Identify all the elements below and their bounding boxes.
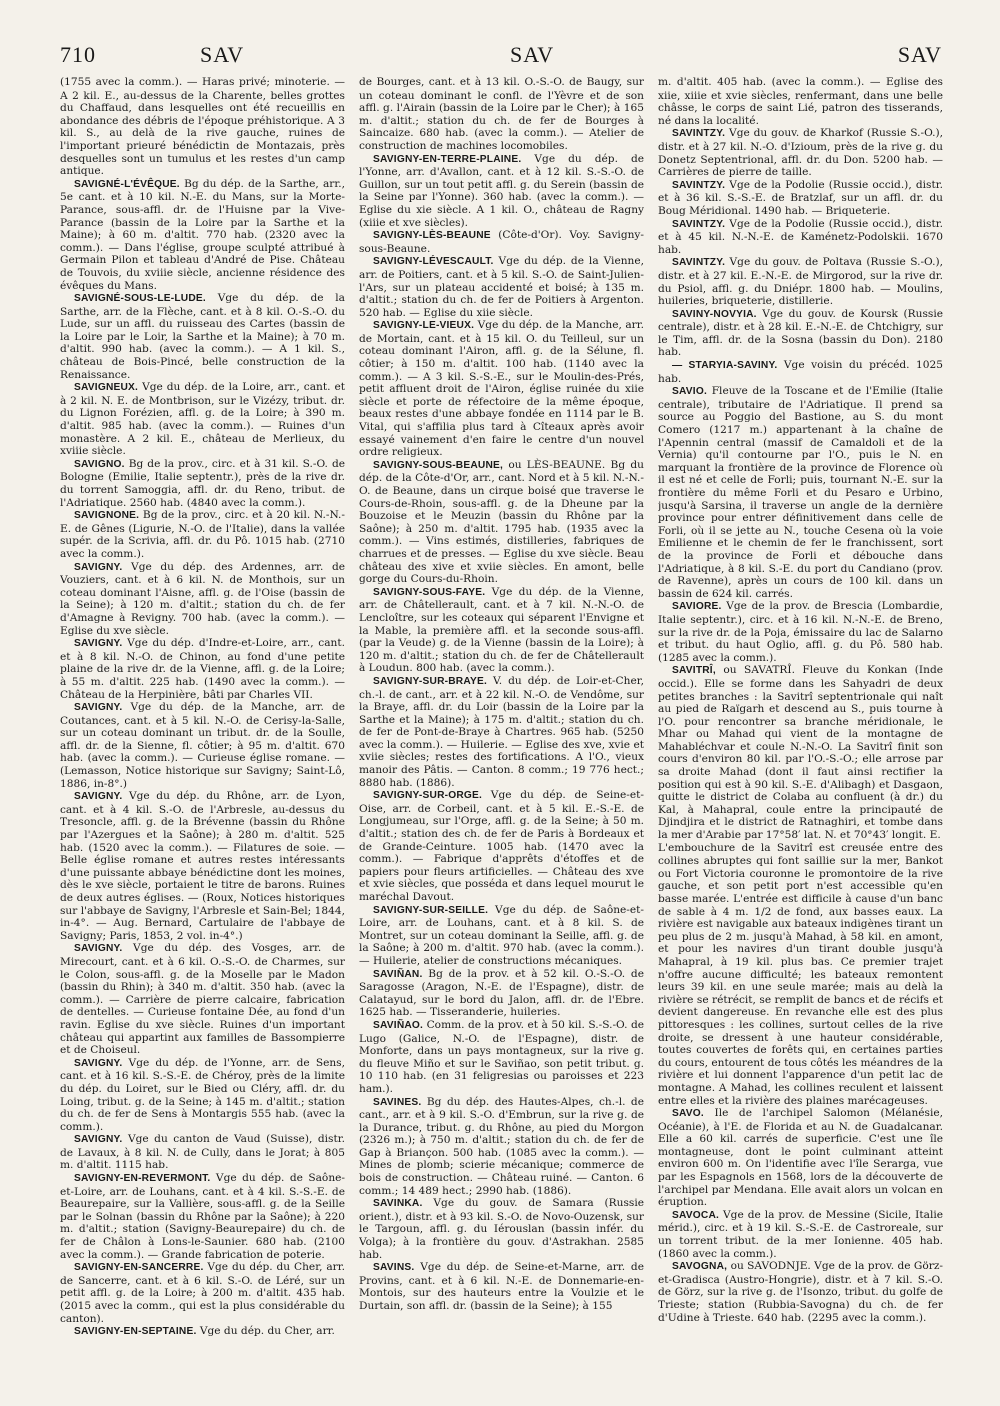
dictionary-entry [60, 942, 345, 1056]
running-head-right: SAV [897, 42, 942, 67]
entry-text: Vge du dép. des Vosges, arr. de Mirecourt, cant. et à 6 kil. O.-S.-O. de Charmes, sur le Colon, sous-affl. g. de la Moselle par le Madon (bassin du Rhin); à 340 m. d'altit. 350 hab. (avec la comm.). — Carrière de pierre calcaire, fabrication de dentelles. — Curieuse fontaine Dée, au fond d'un ravin. Eglise du xve siècle. Ruines d'un important château qui appartint aux familles de Bassompierre et de Choiseul. [60, 942, 345, 1057]
page-header [60, 42, 942, 72]
dictionary-entry [359, 319, 644, 459]
entry-text: Vge de la Podolie (Russie occid.), distr. et à 36 kil. S.-S.-E. de Bratzlaf, sur un affl. dr. du Boug Méridional. 1490 hab. — Briqueterie. [658, 178, 943, 217]
text-columns [60, 76, 944, 1392]
entry-text: Vge de la prov. de Messine (Sicile, Italie mérid.), circ. et à 19 kil. S.-S.-E. de Castroreale, sur un torrent tribut. de la mer Ionienne. 405 hab. (1860 avec la comm.). [658, 1208, 943, 1260]
dictionary-entry [359, 904, 644, 968]
entry-text: Vge du dép. de Saône-et-Loire, arr. de Louhans, cant. et à 8 kil. S. de Montret, sur un coteau dominant la Seille, affl. g. de la Saône; à 200 m. d'altit. 970 hab. (avec la comm.). — Huilerie, atelier de constructions mécaniques. [359, 903, 644, 967]
dictionary-entry [60, 790, 345, 942]
entry-text: Vge du dép. de Seine-et-Marne, arr. de Provins, cant. et à 6 kil. N.-E. de Donnemarie-en-Montois, sur des hauteurs entre la Voulzie et le Durtain, son affl. dr. (bassin de la Seine); à 155 [359, 1261, 644, 1312]
entry-headword: — STARYIA-SAVINY. [672, 360, 778, 372]
entry-headword: SAVIGNY-EN-SANCERRE. [74, 1262, 204, 1274]
entry-text: Vge du gouv. de Poltava (Russie S.-O.), distr. et à 27 kil. E.-N.-E. de Mirgorod, sur la rive dr. du Psiol, affl. g. du Dniépr. 1800 hab. — Moulins, huileries, briqueterie, distillerie. [658, 256, 943, 308]
entry-headword: SAVIGNEUX. [74, 382, 139, 394]
entry-text: ou SAVODNJE. Vge de la prov. de Görz-et-Gradisca (Austro-Hongrie), distr. et à 7 kil. S.-O. de Görz, sur la rive g. de l'Isonzo, tribut. du golfe de Trieste; station (Rubbia-Savogna) du ch. de fer d'Udine à Trieste. 640 hab. (2295 avec la comm.). [658, 1260, 943, 1324]
entry-headword: SAVIORE. [672, 601, 722, 613]
entry-text: Bg du dép. des Hautes-Alpes, ch.-l. de cant., arr. et à 9 kil. S.-O. d'Embrun, sur la rive g. de la Durance, tribut. g. du Rhône, au pied du Morgon (2326 m.); à 750 m. d'altit.; station du ch. de fer de Gap à Briançon. 500 hab. (1085 avec la comm.). — Mines de plomb; scierie mécanique; commerce de bois de construction. — Château ruiné. — Canton. 6 comm.; 14 489 hect.; 2990 hab. (1886). [359, 1095, 644, 1197]
entry-headword: SAVIGNY. [74, 791, 123, 803]
dictionary-entry [359, 1019, 644, 1096]
entry-text: Fleuve de la Toscane et de l'Emilie (Italie centrale), tributaire de l'Adriatique. Il prend sa source au Poggio del Bastione, au S. du mont Comero (1217 m.) appartenant à la chaîne de l'Apennin central (massif de Camaldoli et de la Vernia) qu'il contourne par l'O., puis le N. en marquant la frontière de la province de Florence où il est né et celle de Forli; puis, tournant N.-E. sur la frontière du même Forli et du Pesaro e Urbino, jusqu'à Sarsina, il traverse un angle de la dernière province pour entrer définitivement dans celle de Forli, où il se jette au N., touche Cesena où la voie Emilienne et le chemin de fer le franchissent, sort de la province de Forli et débouche dans l'Adriatique, à 8 kil. S.-E. du port du Candiano (prov. de Ravenne), après un cours de 100 kil. dans un bassin de 624 kil. carrés. [658, 385, 943, 600]
dictionary-entry [658, 1209, 943, 1260]
entry-text: Vge du dép. d'Indre-et-Loire, arr., cant. et à 8 kil. N.-O. de Chinon, au fond d'une petite plaine de la rive dr. de la Vienne, affl. g. de la Loire; à 55 m. d'altit. 225 hab. (1490 avec la comm.). — Château de la Herpinière, bâti par Charles VII. [60, 637, 345, 701]
dictionary-entry [359, 153, 644, 230]
entry-headword: SAVIGNY. [74, 943, 123, 955]
entry-text: Vge du dép. de Saône-et-Loire, arr. de Louhans, cant. et à 4 kil. S.-S.-E. de Beaurepaire, sur la Vallière, sous-affl. g. de la Seille par le Solnan (bassin du Rhône par la Saône); à 220 m. d'altit.; station (Savigny-Beaurepaire) du ch. de fer de Châlon à Lons-le-Saunier. 680 hab. (2100 avec la comm.). — Grande fabrication de poterie. [60, 1172, 345, 1261]
entry-headword: SAVIGNY. [74, 561, 123, 573]
entry-text: Vge de la prov. de Brescia (Lombardie, Italie septentr.), circ. et à 16 kil. N.-N.-E. de Breno, sur la rive dr. de la Poja, émissaire du lac de Salarno et tribut. du haut Oglio, affl. g. du Pô. 580 hab. (1285 avec la comm.). [658, 600, 943, 664]
entry-text: Ile de l'archipel Salomon (Mélanésie, Océanie), à l'E. de Florida et au N. de Guadalcanar. Elle a 60 kil. carrés de superficie. C'est une île montagneuse, dont le point culminant atteint environ 600 m. On l'identifie avec l'île Serarga, vue par les Espagnols en 1568, lors de la découverte de l'archipel par Mendana. Elle avait alors un volcan en éruption. [658, 1107, 943, 1209]
column-middle [359, 76, 644, 1392]
entry-text: Vge du dép. de l'Yonne, arr. d'Avallon, cant. et à 12 kil. S.-S.-O. de Guillon, sur un tout petit affl. g. du Serein (bassin de la Seine par l'Yonne). 360 hab. (avec la comm.). — Eglise du xie siècle. A 1 kil. O., château de Ragny (xiiie et xve siècles). [359, 152, 644, 229]
dictionary-entry [658, 127, 943, 178]
dictionary-entry [359, 229, 644, 255]
dictionary-entry [658, 256, 943, 307]
dictionary-entry [60, 1325, 345, 1339]
entry-headword: SAVITRÎ, [672, 665, 716, 677]
entry-headword: SAVIGNO. [74, 458, 125, 470]
entry-text: Vge du dép. des Ardennes, arr. de Vouziers, cant. et à 6 kil. N. de Monthois, sur un coteau dominant l'Aisne, affl. g. de l'Oise (bassin de la Seine); à 120 m. d'altit.; station du ch. de fer d'Amagne à Revigny. 700 hab. (avec la comm.). — Eglise du xve siècle. [60, 560, 345, 637]
dictionary-entry [658, 600, 943, 664]
dictionary-entry [658, 308, 943, 359]
entry-headword: SAVIGNONE. [74, 510, 140, 522]
entry-headword: SAVIGNY-EN-TERRE-PLAINE. [373, 153, 522, 165]
entry-headword: SAVINS. [373, 1262, 415, 1274]
entry-headword: SAVIÑAN. [373, 968, 423, 980]
entry-headword: SAVINY-NOVYIA. [672, 308, 757, 320]
entry-headword: SAVIGNY-SUR-SEILLE. [373, 904, 489, 916]
entry-text: Vge du dép. de Seine-et-Oise, arr. de Corbeil, cant. et à 5 kil. E.-S.-E. de Longjumeau, sur l'Orge, affl. g. de la Seine; à 50 m. d'altit.; station des ch. de fer de Paris à Bordeaux et de Grande-Ceinture. 1005 hab. (1470 avec la comm.). — Fabrique d'apprêts d'étoffes et de papiers pour fleurs artificielles. — Château des xve et xvie siècles, que posséda et dans lequel mourut le maréchal Davout. [359, 789, 644, 903]
entry-text: ou SAVATRÎ. Fleuve du Konkan (Inde occid.). Elle se forme dans les Sahyadri de deux petites branches : la Savitrî septentrionale qui naît au pied de Raïgarh et descend au S., puis tourne à l'O. pour rencontrer sa branche méridionale, le Mhar ou Mahad qui vient de la montagne de Mahabléchvar et coule N.-N.-O. La Savitrî finit son cours d'environ 80 kil. par l'O.-S.-O.; elle arrose par sa droite Mahad (dont il faut ainsi rectifier la position qui est à 90 kil. S.-E. d'Alibagh) et Dasgaon, quitte le district de Colaba au confluent (à dr.) du Kal, à Mahapral, coule entre la principauté de Djindjira et le district de Ratnaghiri, et tombe dans la mer d'Arabie par 17°58′ lat. N. et 70°43′ longit. E. [658, 664, 943, 842]
entry-text: Comm. de la prov. et à 50 kil. S.-S.-O. de Lugo (Galice, N.-O. de l'Espagne), distr. de Monforte, dans un pays montagneux, sur la rive g. du fleuve Miño et sur le Saviñao, son petit tribut. g. 10 110 hab. (en 31 feligresias ou paroisses et 223 ham.). [359, 1018, 644, 1095]
dictionary-entry [359, 76, 644, 153]
dictionary-entry [60, 381, 345, 458]
dictionary-entry [359, 789, 644, 903]
entry-text: L'embouchure de la Savitrî est creusée entre des collines abruptes qui font saillie sur la mer, Bankot ou Fort Victoria couronne le promontoire de la rive gauche, et son petit port n'est accessible qu'en basse marée. L'entrée est difficile à cause d'un banc de sable à 4 m. 1/2 de fond, aux basses eaux. La rivière est navigable aux bateaux indigènes tirant un peu plus de 2 m. jusqu'à Mahad, à 58 kil. en amont, et pour les navires d'un tirant double jusqu'à Mahapral, à 19 kil. plus bas. Ce premier trajet n'offre aucune difficulté; les bateaux remontent leurs 39 kil. en une seule marée; mais au delà la rivière se rétrécit, se remplit de bancs et de récifs et devient dangereuse. En revanche elle est des plus pittoresques : les collines, surtout celles de la rive droite, se dressent à une hauteur considérable, toutes couvertes de forêts qui, en certaines parties du cours, entourent de tous côtés les méandres de la rivière et lui donnent l'apparence d'un petit lac de montagne. A Mahad, les collines reculent et laissent entre elles et la rivière des plaines marécageuses. [658, 841, 943, 1107]
entry-headword: SAVIÑAO. [373, 1019, 424, 1031]
dictionary-entry [60, 1057, 345, 1134]
entry-text: (Côte-d'Or). Voy. Savigny-sous-Beaune. [359, 229, 644, 255]
entry-headword: SAVIGNY-LÉVESCAULT. [373, 256, 494, 268]
column-right [658, 76, 943, 1392]
page-number: 710 [60, 42, 96, 67]
entry-headword: SAVINTZY. [672, 128, 726, 140]
dictionary-entry [60, 509, 345, 560]
entry-text: Vge du dép. de la Loire, arr., cant. et à 2 kil. N. E. de Montbrison, sur le Vizézy, tribut. dr. du Lignon Forézien, affl. g. de la Loire; à 390 m. d'altit. 985 hab. (avec la comm.). — Ruines d'un monastère. A 2 kil. E., château de Merlieux, du xviiie siècle. [60, 381, 345, 458]
entry-headword: SAVIGNY-EN-SEPTAINE. [74, 1326, 197, 1338]
dictionary-entry [60, 1133, 345, 1172]
entry-text: Vge du dép. de la Vienne, arr. de Châtellerault, cant. et à 7 kil. N.-N.-O. de Lencloître, sur les coteaux qui séparent l'Envigne et la Mable, la première affl. et la seconde sous-affl. (par la Veude) g. de la Vienne (bassin de la Loire); à 120 m. d'altit.; station du ch. de fer de Châtellerault à Loudun. 800 hab. (avec la comm.). [359, 585, 644, 675]
entry-text: Vge du dép. de l'Yonne, arr. de Sens, cant. et à 16 kil. S.-S.-E. de Chéroy, près de la limite du dép. du Loiret, sur le Bied ou Cléry, affl. dr. du Loing, tribut. g. de la Seine; à 145 m. d'altit.; station du ch. de fer de Sens à Montargis 555 hab. (avec la comm.). [60, 1056, 345, 1133]
entry-headword: SAVIGNY-SUR-BRAYE. [373, 675, 487, 687]
entry-text: Bg de la prov., circ. et à 20 kil. N.-N.-E. de Gênes (Ligurie, N.-O. de l'Italie), dans la vallée supér. de la Scrivia, affl. dr. du Pô. 1015 hab. (2710 avec la comm.). [60, 509, 345, 560]
dictionary-entry [359, 968, 644, 1019]
running-head-center: SAV [510, 42, 555, 67]
dictionary-entry [658, 664, 943, 841]
entry-headword: SAVIGNÉ-SOUS-LE-LUDE. [74, 293, 206, 305]
dictionary-entry [359, 1261, 644, 1312]
entry-headword: SAVIGNY. [74, 1057, 123, 1069]
dictionary-entry [359, 675, 644, 789]
dictionary-entry [60, 458, 345, 509]
entry-text: V. du dép. de Loir-et-Cher, ch.-l. de cant., arr. et à 22 kil. N.-O. de Vendôme, sur la Braye, affl. dr. du Loir (bassin de la Loire par la Sarthe et la Maine); à 175 m. d'altit.; station du ch. de fer de Pont-de-Braye à Chartres. 965 hab. (5250 avec la comm.). — Huilerie. — Eglise des xve, xvie et xviie siècles; restes des fortifications. A l'O., vieux manoir des Pâtis. — Canton. 8 comm.; 19 776 hect.; 8880 hab. (1886). [359, 674, 644, 789]
entry-headword: SAVINTZY. [672, 218, 726, 230]
dictionary-entry [658, 76, 943, 127]
entry-text: Bg de la prov. et à 52 kil. O.-S.-O. de Saragosse (Aragon, N.-E. de l'Espagne), distr. de Calatayud, sur le bord du Jalon, affl. dr. de l'Ebre. 1625 hab. — Tisseranderie, huileries. [359, 967, 644, 1019]
entry-headword: SAVINES. [373, 1096, 422, 1108]
entry-text: Vge de la Podolie (Russie occid.), distr. et à 45 kil. N.-N.-E. de Kaménetz-Podolskii. 1670 hab. [658, 217, 943, 256]
running-head-left: SAV [200, 42, 245, 67]
dictionary-entry [658, 1260, 943, 1324]
column-left [60, 76, 345, 1392]
entry-headword: SAVIGNY-LE-VIEUX. [373, 320, 475, 332]
entry-text: Vge du gouv. de Koursk (Russie centrale), distr. et à 28 kil. E.-N.-E. de Chtchigry, sur le Tim, affl. dr. de la Sosna (bassin du Don). 2180 hab. [658, 307, 943, 359]
entry-headword: SAVOGNA, [672, 1261, 728, 1273]
entry-headword: SAVINTZY. [672, 257, 726, 269]
entry-headword: SAVIGNY-LÈS-BEAUNE [373, 230, 491, 242]
entry-headword: SAVIGNÉ-L'ÉVÊQUE. [74, 178, 180, 190]
entry-text: m. d'altit. 405 hab. (avec la comm.). — Eglise des xiie, xiiie et xvie siècles, renfermant, dans une belle châsse, le corps de saint Lié, patron des tisserands, né dans la localité. [658, 76, 943, 127]
dictionary-entry [60, 76, 345, 178]
dictionary-entry [60, 561, 345, 638]
entry-text: Vge du dép. du Rhône, arr. de Lyon, cant. et à 4 kil. S.-O. de l'Arbresle, au-dessus du Tresoncle, affl. g. de la Brévenne (bassin du Rhône par l'Azergues et la Saône); à 280 m. d'altit. 525 hab. (1520 avec la comm.). — Filatures de soie. — Belle église romane et autres restes intéressants d'une puissante abbaye bénédictine dont les moines, dès le xve siècle, portaient le titre de barons. Ruines de deux autres églises. — (Roux, Notices historiques sur l'abbaye de Savigny, l'Arbresle et Sain-Bel; 1844, in-4°. — Aug. Bernard, Cartulaire de l'abbaye de Savigny; Paris, 1853, 2 vol. in-4°.) [60, 790, 345, 942]
entry-headword: SAVIGNY-SOUS-BEAUNE, [373, 459, 504, 471]
dictionary-entry [658, 385, 943, 600]
entry-text: Bg du dép. de la Sarthe, arr., 5e cant. et à 10 kil. N.-E. du Mans, sur la Morte-Parance, sous-affl. dr. de l'Huisne par la Vive-Parance (bassin de la Loire par la Sarthe et la Maine); à 60 m. d'altit. 770 hab. (2320 avec la comm.). — Dans l'église, groupe sculpté attribué à Germain Pilon et tableau d'André de Pise. Château de Touvois, du xviiie siècle, ancienne résidence des évêques du Mans. [60, 177, 345, 292]
entry-text: Bg de la prov., circ. et à 31 kil. S.-O. de Bologne (Emilie, Italie septentr.), près de la rive dr. du torrent Samoggia, affl. dr. du Reno, tribut. de l'Adriatique. 2560 hab. (4840 avec la comm.). [60, 457, 345, 509]
dictionary-entry [658, 1107, 943, 1209]
entry-headword: SAVIGNY. [74, 1134, 123, 1146]
entry-text: Vge du dép. de la Vienne, arr. de Poitiers, cant. et à 5 kil. S.-O. de Saint-Julien-l'Ars, sur un plateau accidenté et boisé; à 135 m. d'altit.; station du ch. de fer de Poitiers à Argenton. 520 hab. — Eglise du xiie siècle. [359, 255, 644, 319]
dictionary-entry [60, 1261, 345, 1325]
dictionary-entry [658, 842, 943, 1107]
entry-text: Vge du dép. du Cher, arr. de Sancerre, cant. et à 6 kil. S.-O. de Léré, sur un petit affl. g. de la Loire; à 200 m. d'altit. 435 hab. (2015 avec la comm., qui est la plus considérable du canton). [60, 1261, 345, 1325]
entry-text: Vge du canton de Vaud (Suisse), distr. de Lavaux, à 8 kil. N. de Cully, dans le Jorat; à 805 m. d'altit. 1115 hab. [60, 1133, 345, 1172]
dictionary-entry [60, 1172, 345, 1261]
dictionary-entry [359, 255, 644, 319]
dictionary-entry [60, 701, 345, 790]
dictionary-entry [658, 359, 943, 385]
entry-headword: SAVIO. [672, 386, 707, 398]
entry-text: Vge du dép. de la Manche, arr. de Coutances, cant. et à 5 kil. N.-O. de Cerisy-la-Salle, sur un coteau dominant un tribut. dr. de la Soulle, affl. dr. de la Sienne, fl. côtier; à 95 m. d'altit. 670 hab. (avec la comm.). — Curieuse église romane. — (Lemasson, Notice historique sur Savigny; Saint-Lô, 1886, in-8°.) [60, 701, 345, 790]
entry-text: Vge du gouv. de Kharkof (Russie S.-O.), distr. et à 27 kil. N.-O. d'Izioum, près de la rive g. du Donetz Septentrional, affl. dr. du Don. 5200 hab. — Carrières de pierre de taille. [658, 127, 943, 179]
entry-text: Vge du dép. du Cher, arr. [196, 1325, 335, 1338]
dictionary-entry [60, 178, 345, 292]
entry-text: ou LÈS-BEAUNE. Bg du dép. de la Côte-d'Or, arr., cant. Nord et à 5 kil. N.-N.-O. de Beaune, dans un cirque boisé que traverse le Cours-de-Rhoin, sous-affl. g. de la Dheune par la Bouzoise et le Meuzin (bassin du Rhône par la Saône); à 250 m. d'altit. 1795 hab. (1935 avec la comm.). — Vins estimés, distilleries, fabriques de charrues et de presses. — Eglise du xve siècle. Beau château des xive et xviie siècles. En amont, belle gorge du Cours-du-Rhoin. [359, 458, 644, 586]
dictionary-entry [658, 179, 943, 218]
entry-text: Vge du dép. de la Sarthe, arr. de la Flèche, cant. et à 8 kil. O.-S.-O. du Lude, sur un affl. du ruisseau des Cartes (bassin de la Loire par le Loir, la Sarthe et la Maine); à 70 m. d'altit. 990 hab. (avec la comm.). — A 1 kil. S., château de Bois-Pincé, belle construction de la Renaissance. [60, 292, 345, 381]
entry-headword: SAVIGNY. [74, 702, 123, 714]
entry-text: (1755 avec la comm.). — Haras privé; minoterie. — A 2 kil. E., au-dessus de la Charente, belles grottes du Chaffaud, dans lesquelles ont été recueillis en abondance des débris de l'époque préhistorique. A 3 kil. S., au delà de la rive gauche, ruines de l'important prieuré bénédictin de Montazais, près desquelles sont un tumulus et les restes d'un camp antique. [60, 76, 345, 178]
dictionary-entry [359, 1096, 644, 1198]
entry-headword: SAVIGNY-SUR-ORGE. [373, 790, 483, 802]
dictionary-entry [359, 1197, 644, 1261]
entry-headword: SAVINKA. [373, 1198, 423, 1210]
entry-headword: SAVIGNY. [74, 638, 123, 650]
entry-text: de Bourges, cant. et à 13 kil. O.-S.-O. de Baugy, sur un coteau dominant le confl. de l'Yèvre et de son affl. g. l'Airain (bassin de la Loire par le Cher); à 165 m. d'altit.; station du ch. de fer de Bourges à Saincaize. 680 hab. (avec la comm.). — Atelier de construction de machines locomobiles. [359, 76, 644, 152]
entry-headword: SAVINTZY. [672, 179, 726, 191]
entry-headword: SAVO. [672, 1108, 704, 1120]
entry-headword: SAVIGNY-SOUS-FAYE. [373, 586, 486, 598]
entry-text: Vge voisin du précéd. 1025 hab. [658, 359, 943, 385]
entry-headword: SAVIGNY-EN-REVERMONT. [74, 1173, 211, 1185]
dictionary-entry [658, 218, 943, 257]
entry-text: Vge du gouv. de Samara (Russie orient.), distr. et à 93 kil. S.-O. de Novo-Ouzensk, sur le Targoun, affl. g. du Iérouslan (bassin infér. du Volga); à la frontière du gouv. d'Astrakhan. 2585 hab. [359, 1197, 644, 1261]
dictionary-entry [359, 586, 644, 675]
dictionary-entry [60, 292, 345, 381]
dictionary-entry [60, 637, 345, 701]
entry-text: Vge du dép. de la Manche, arr. de Mortain, cant. et à 15 kil. O. du Teilleul, sur un coteau dominant l'Airon, affl. g. de la Sélune, fl. côtier; à 150 m. d'altit. 100 hab. (1140 avec la comm.). — A 3 kil. S.-S.-E., sur le Moulin-des-Prés, petit affluent droit de l'Airon, église ruinée du xiie siècle et porte de réfectoire de la même époque, beaux restes d'une abbaye fondée en 1114 par le B. Vital, qui s'affilia plus tard à Cîteaux après avoir essayé vainement d'en faire le centre d'un nouvel ordre religieux. [359, 319, 644, 459]
dictionary-entry [359, 459, 644, 586]
entry-headword: SAVOCA. [672, 1209, 720, 1221]
